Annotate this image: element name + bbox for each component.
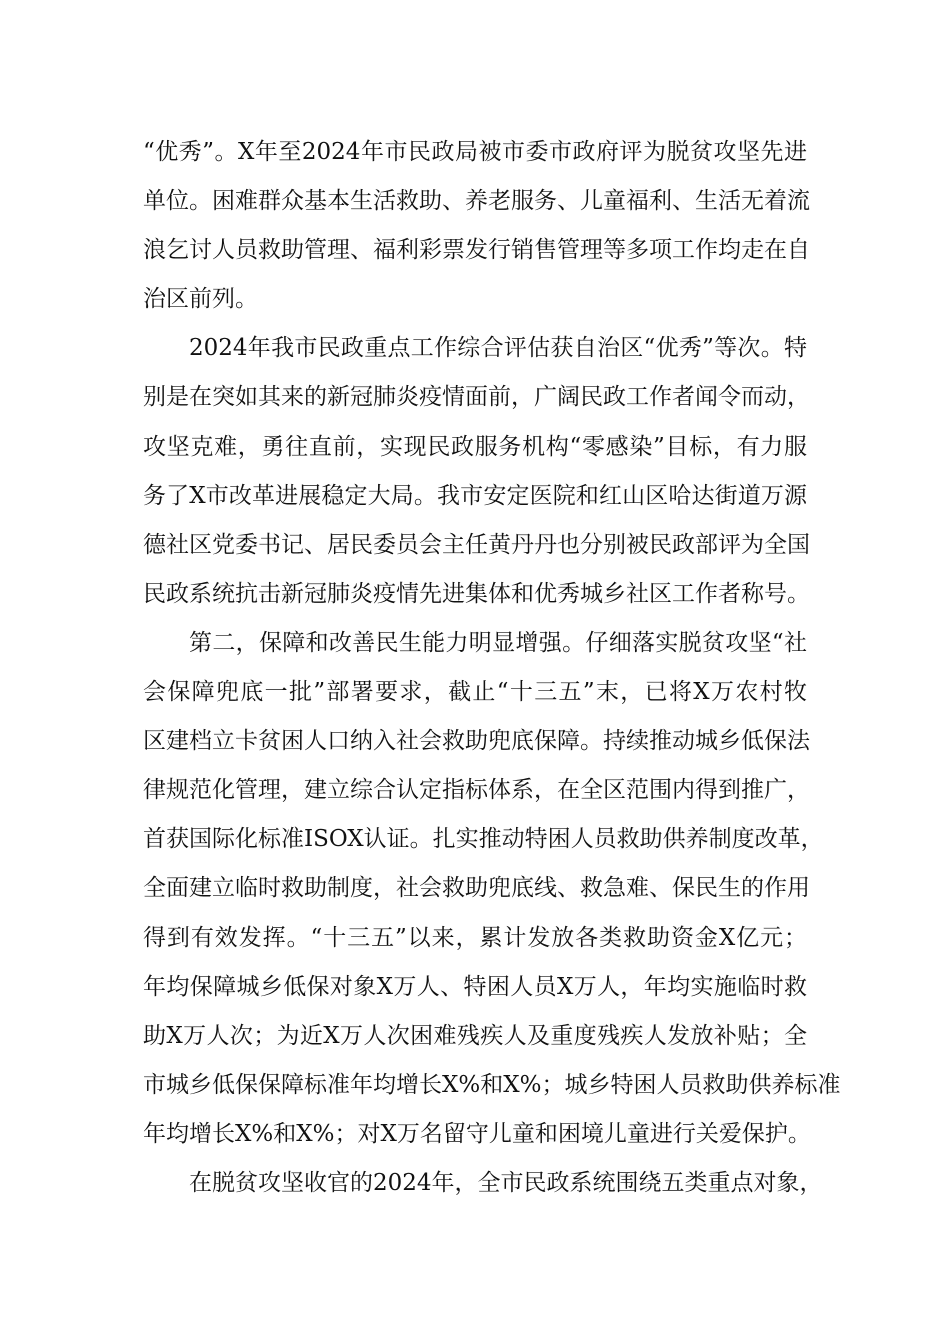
- text-line-21: 年均增长X%和X%；对X万名留守儿童和困境儿童进行关爱保护。: [143, 1120, 811, 1147]
- text-line-22: 在脱贫攻坚收官的2024年，全市民政系统围绕五类重点对象，: [189, 1169, 823, 1196]
- text-line-20: 市城乡低保保障标准年均增长X%和X%；城乡特困人员救助供养标准: [143, 1071, 841, 1098]
- text-line-6: 别是在突如其来的新冠肺炎疫情面前，广阔民政工作者闻令而动，: [143, 384, 810, 411]
- text-line-17: 得到有效发挥。“十三五”以来，累计发放各类救助资金X亿元；: [143, 924, 807, 951]
- text-line-11: 第二，保障和改善民生能力明显增强。仔细落实脱贫攻坚“社: [189, 629, 807, 656]
- text-line-19: 助X万人次；为近X万人次困难残疾人及重度残疾人发放补贴；全: [143, 1022, 807, 1049]
- text-line-8: 务了X市改革进展稳定大局。我市安定医院和红山区哈达街道万源: [143, 482, 807, 509]
- text-line-5: 2024年我市民政重点工作综合评估获自治区“优秀”等次。特: [189, 335, 807, 362]
- text-line-10: 民政系统抗击新冠肺炎疫情先进集体和优秀城乡社区工作者称号。: [143, 580, 810, 607]
- text-line-3: 浪乞讨人员救助管理、福利彩票发行销售管理等多项工作均走在自: [143, 237, 810, 264]
- text-line-13: 区建档立卡贫困人口纳入社会救助兜底保障。持续推动城乡低保法: [143, 728, 810, 755]
- text-line-12: 会保障兜底一批”部署要求，截止“十三五”末，已将X万农村牧: [143, 679, 807, 706]
- text-line-15: 首获国际化标准ISOX认证。扎实推动特困人员救助供养制度改革，: [143, 826, 824, 853]
- text-line-4: 治区前列。: [143, 286, 258, 313]
- text-line-7: 攻坚克难，勇往直前，实现民政服务机构“零感染”目标，有力服: [143, 433, 807, 460]
- text-line-18: 年均保障城乡低保对象X万人、特困人员X万人，年均实施临时救: [143, 973, 807, 1000]
- text-line-9: 德社区党委书记、居民委员会主任黄丹丹也分别被民政部评为全国: [143, 531, 810, 558]
- text-line-14: 律规范化管理，建立综合认定指标体系，在全区范围内得到推广，: [143, 777, 810, 804]
- document-body: [143, 128, 841, 1208]
- text-line-1: “优秀”。X年至2024年市民政局被市委市政府评为脱贫攻坚先进: [143, 139, 807, 165]
- text-line-2: 单位。困难群众基本生活救助、养老服务、儿童福利、生活无着流: [143, 188, 810, 215]
- text-line-16: 全面建立临时救助制度，社会救助兜底线、救急难、保民生的作用: [143, 875, 810, 902]
